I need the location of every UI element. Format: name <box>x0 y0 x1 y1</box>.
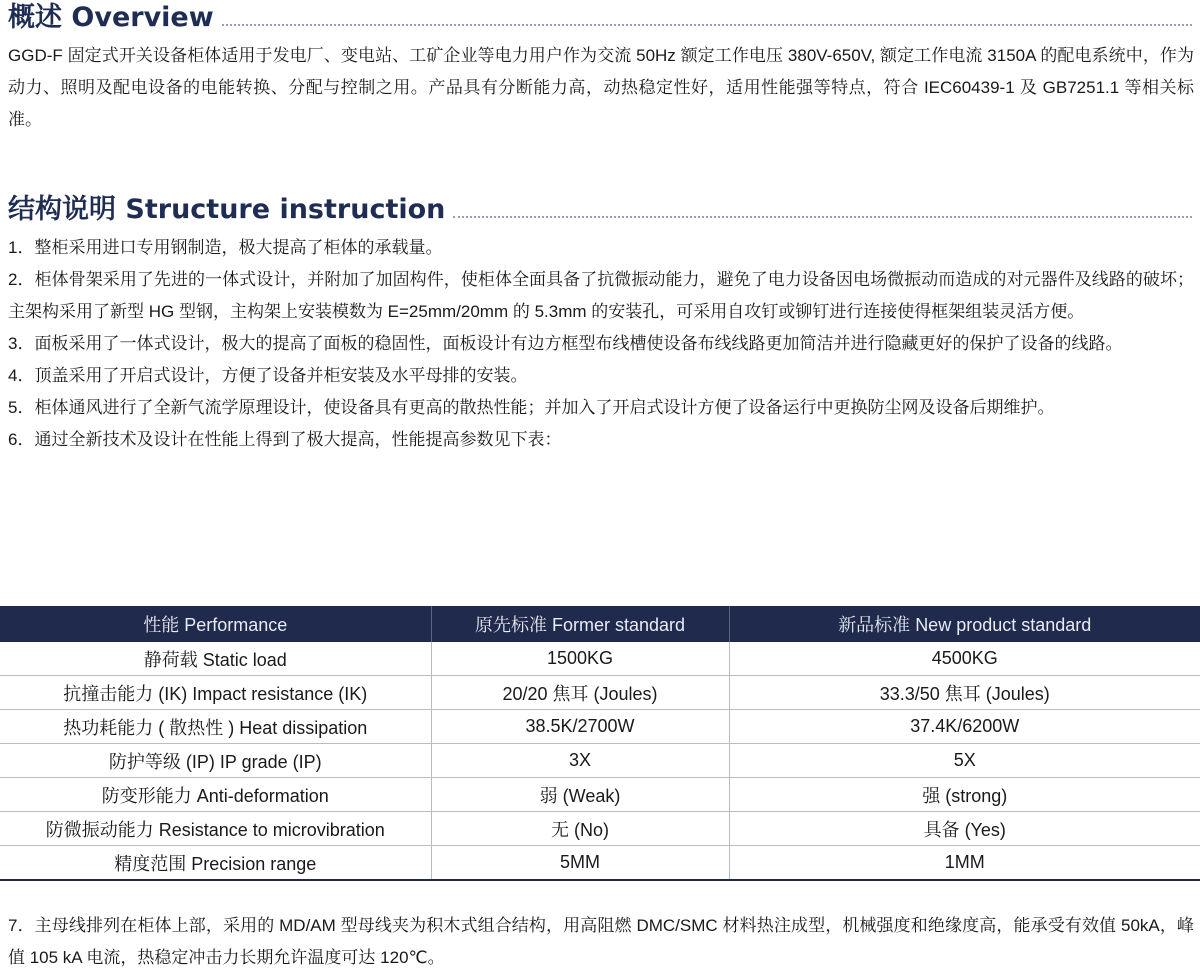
table-cell: 防变形能力 Anti-deformation <box>0 778 431 812</box>
table-row <box>0 744 1200 778</box>
table-cell: 无 (No) <box>431 812 729 846</box>
table-cell: 20/20 焦耳 (Joules) <box>431 676 729 710</box>
table-cell: 抗撞击能力 (IK) Impact resistance (IK) <box>0 676 431 710</box>
performance-table <box>0 606 1200 881</box>
heading-dotted-rule <box>222 24 1192 26</box>
overview-paragraph: GGD-F 固定式开关设备柜体适用于发电厂、变电站、工矿企业等电力用户作为交流 50Hz 额定工作电压 380V-650V, 额定工作电流 3150A 的配电系统中，作为动力、照明及配电设备的电能转换、分配与控制之用。产品具有分断能力高，动热稳定性好，适用性能强等特点，符合 IEC60439-1 及 GB7251.1 等相关标准。 <box>8 46 1194 129</box>
list-item: 6．通过全新技术及设计在性能上得到了极大提高，性能提高参数见下表： <box>8 430 562 449</box>
list-item: 1．整柜采用进口专用钢制造，极大提高了柜体的承载量。 <box>8 238 443 257</box>
table-row <box>0 778 1200 812</box>
table-cell: 防微振动能力 Resistance to microvibration <box>0 812 431 846</box>
table-cell: 强 (strong) <box>729 778 1200 812</box>
table-cell: 热功耗能力 ( 散热性 ) Heat dissipation <box>0 710 431 744</box>
list-item-7: 7．主母线排列在柜体上部，采用的 MD/AM 型母线夹为积木式组合结构，用高阻燃 DMC/SMC 材料热注成型，机械强度和绝缘度高，能承受有效值 50kA，峰值 105 kA 电流，热稳定冲击力长期允许温度可达 120℃。 <box>8 916 1194 967</box>
table-cell: 5MM <box>431 846 729 881</box>
table-cell: 37.4K/6200W <box>729 710 1200 744</box>
table-cell: 弱 (Weak) <box>431 778 729 812</box>
table-cell: 防护等级 (IP) IP grade (IP) <box>0 744 431 778</box>
list-item: 2．柜体骨架采用了先进的一体式设计，并附加了加固构件，使柜体全面具备了抗微振动能力，避免了电力设备因电场微振动而造成的对元器件及线路的破坏；主架构采用了新型 HG 型钢，主构架上安装模数为 E=25mm/20mm 的 5.3mm 的安装孔，可采用自攻钉或铆钉进行连接使得框架组装灵活方便。 <box>8 270 1194 321</box>
column-header-new-standard: 新品标准 New product standard <box>729 606 1200 642</box>
table-row <box>0 676 1200 710</box>
table-header-row <box>0 606 1200 642</box>
list-item: 4．顶盖采用了开启式设计，方便了设备并柜安装及水平母排的安装。 <box>8 366 528 385</box>
table-cell: 33.3/50 焦耳 (Joules) <box>729 676 1200 710</box>
column-header-former-standard: 原先标准 Former standard <box>431 606 729 642</box>
table-cell: 38.5K/2700W <box>431 710 729 744</box>
table-cell: 具备 (Yes) <box>729 812 1200 846</box>
table-cell: 4500KG <box>729 642 1200 676</box>
table-row <box>0 710 1200 744</box>
table-row <box>0 846 1200 881</box>
overview-heading <box>8 4 1192 31</box>
structure-heading-text: 结构说明 Structure instruction <box>8 194 446 225</box>
overview-heading-text: 概述 Overview <box>8 2 214 33</box>
table-cell: 3X <box>431 744 729 778</box>
table-cell: 静荷载 Static load <box>0 642 431 676</box>
column-header-performance: 性能 Performance <box>0 606 431 642</box>
list-item: 3．面板采用了一体式设计，极大的提高了面板的稳固性，面板设计有边方框型布线槽使设备布线线路更加简洁并进行隐藏更好的保护了设备的线路。 <box>8 334 1123 353</box>
structure-list <box>8 232 1194 456</box>
table-row <box>0 812 1200 846</box>
table-row <box>0 642 1200 676</box>
table-cell: 1MM <box>729 846 1200 881</box>
heading-dotted-rule <box>453 216 1192 218</box>
table-cell: 精度范围 Precision range <box>0 846 431 881</box>
table-cell: 1500KG <box>431 642 729 676</box>
list-item: 5．柜体通风进行了全新气流学原理设计，使设备具有更高的散热性能；并加入了开启式设计方便了设备运行中更换防尘网及设备后期维护。 <box>8 398 1055 417</box>
structure-heading <box>8 196 1192 223</box>
table-cell: 5X <box>729 744 1200 778</box>
